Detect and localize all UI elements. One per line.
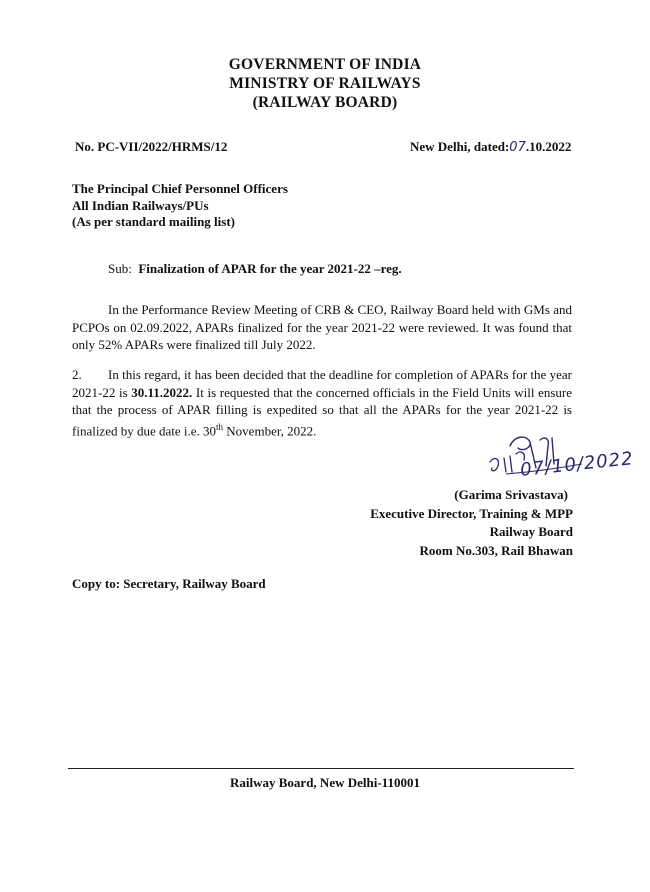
addressee-block — [72, 181, 288, 231]
addressee-line: (As per standard mailing list) — [72, 214, 235, 229]
letterhead-board: (RAILWAY BOARD) — [252, 94, 398, 111]
signatory-room: Room No.303, Rail Bhawan — [419, 542, 573, 558]
paragraph-number: 2. — [72, 367, 82, 382]
signatory-name: (Garima Srivastava) — [454, 487, 568, 502]
addressee-line: The Principal Chief Personnel Officers — [72, 181, 288, 196]
date-month-year: .10.2022 — [525, 139, 572, 154]
signatory-block — [300, 486, 573, 560]
footer-address: Railway Board, New Delhi-110001 — [230, 775, 420, 790]
paragraph-1: In the Performance Review Meeting of CRB & CEO, Railway Board held with GMs and PCPOs on 02.09.2022, APARs finalized for the year 2021-22 were reviewed. It was found that only 52% APARs were finalized till July 2022. — [72, 302, 572, 352]
subject-line — [108, 261, 402, 277]
letterhead-government: GOVERNMENT OF INDIA — [228, 56, 422, 73]
paragraph-2-text-c: November, 2022. — [223, 422, 317, 438]
copy-to: Copy to: Secretary, Railway Board — [72, 576, 266, 591]
deadline-date: 30.11.2022. — [131, 384, 193, 400]
paragraph-2-text-b: It is requested that the concerned officials in the Field Units will ensure that the process of APAR filling is expedited so that all the APARs for the year 2021-22 is finalized by due date i.e. 30 — [72, 384, 572, 438]
paragraph-2-text-a: In this regard, it has been decided that the deadline for completion of APARs for the year 2021-22 is — [72, 367, 572, 400]
addressee-line: All Indian Railways/PUs — [72, 197, 209, 213]
subject-text: Finalization of APAR for the year 2021-22 –reg. — [138, 261, 402, 276]
signature-date-handwritten: 07/10/2022 — [519, 448, 635, 481]
ordinal-suffix: th — [216, 421, 224, 432]
signatory-office: Railway Board — [489, 524, 573, 539]
reference-number: No. PC-VII/2022/HRMS/12 — [75, 139, 228, 154]
date-day-handwritten: 07 — [509, 140, 526, 155]
subject-label: Sub: — [108, 261, 132, 276]
signatory-designation: Executive Director, Training & MPP — [370, 505, 573, 521]
letterhead-ministry: MINISTRY OF RAILWAYS — [229, 75, 421, 92]
footer-divider — [68, 768, 574, 769]
letter-date — [410, 139, 571, 155]
date-prefix: New Delhi, dated: — [410, 139, 510, 154]
